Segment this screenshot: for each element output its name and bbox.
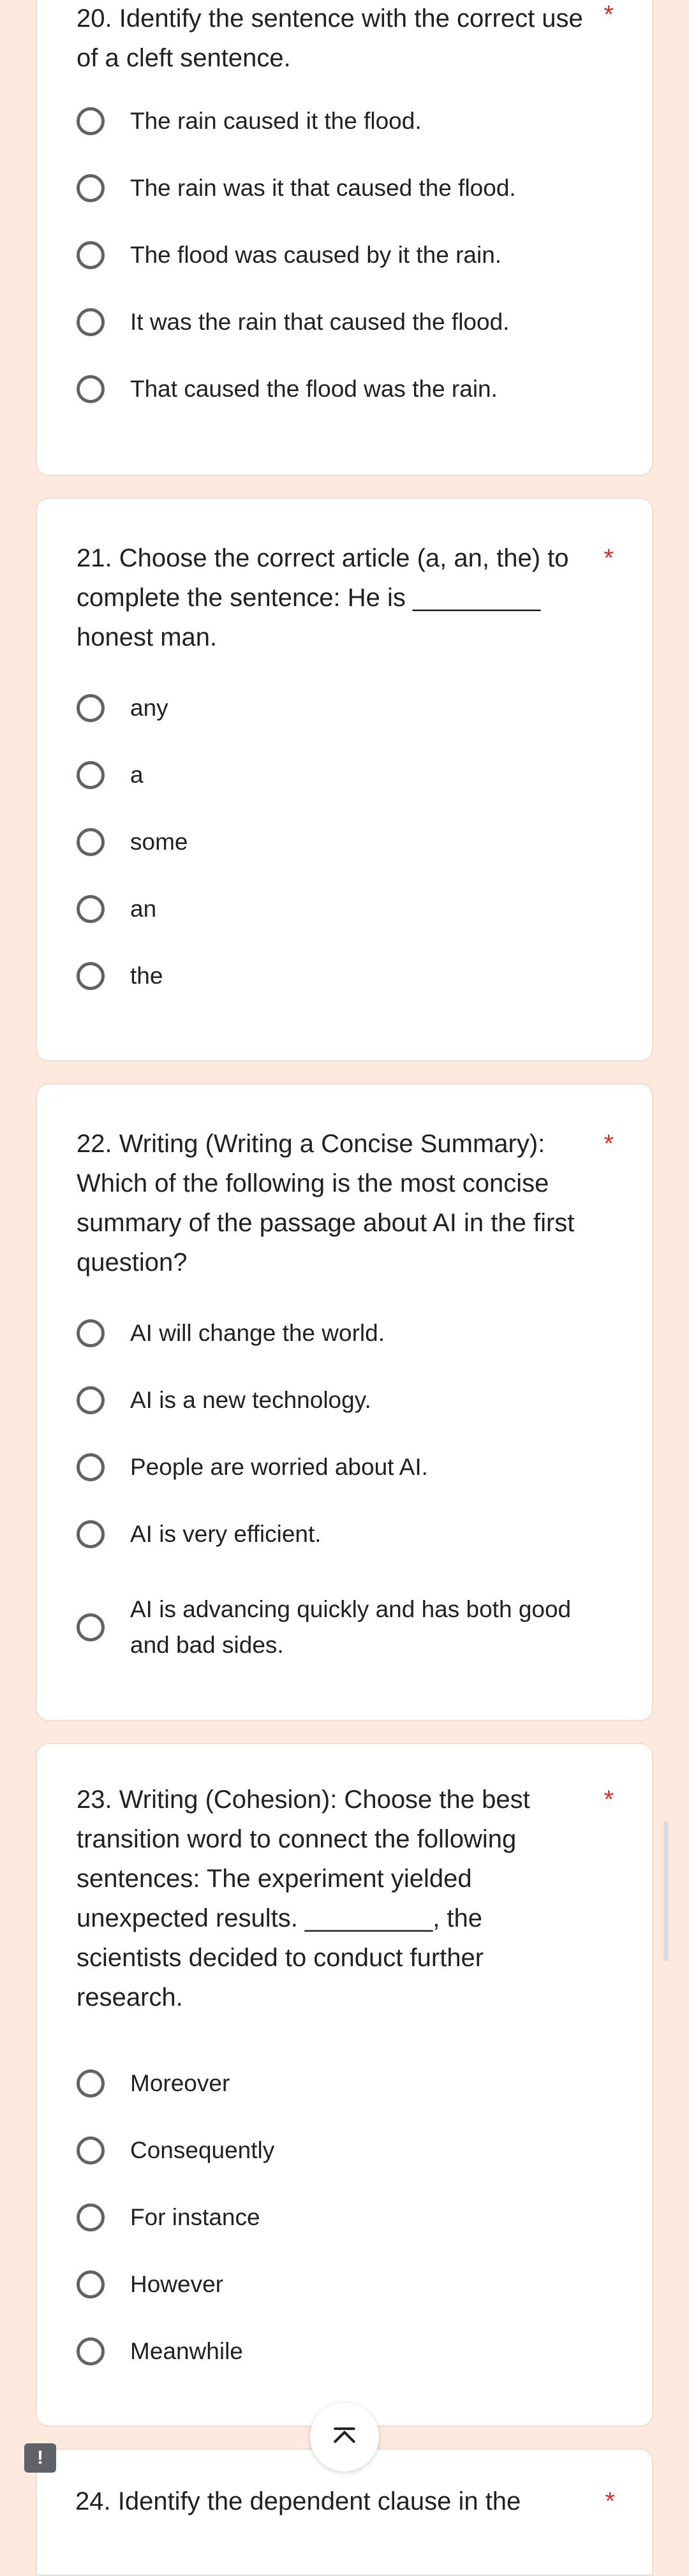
radio-button[interactable]: [77, 241, 105, 269]
radio-option[interactable]: [77, 170, 625, 206]
radio-button[interactable]: [77, 761, 105, 789]
question-title: 22. Writing (Writing a Concise Summary): Which of the following is the most concise summary of the passage about AI in the first question?: [77, 1130, 575, 1277]
option-label: a: [130, 762, 144, 788]
question-card-22: [36, 1083, 653, 1721]
option-label: the: [130, 963, 163, 989]
radio-option[interactable]: [77, 2334, 625, 2369]
option-label: AI is a new technology.: [130, 1387, 371, 1413]
option-label: Consequently: [130, 2137, 275, 2163]
radio-option[interactable]: [77, 891, 625, 927]
radio-option[interactable]: [77, 237, 625, 273]
radio-option[interactable]: [77, 304, 625, 340]
radio-option[interactable]: [77, 371, 625, 407]
radio-option[interactable]: [77, 1516, 625, 1552]
option-label: The rain caused it the flood.: [130, 108, 422, 134]
option-label: AI is advancing quickly and has both good and bad sides.: [130, 1596, 572, 1658]
option-label: The flood was caused by it the rain.: [130, 242, 502, 268]
radio-button[interactable]: [77, 308, 105, 336]
radio-option[interactable]: [77, 1382, 625, 1418]
radio-option[interactable]: [77, 757, 625, 793]
question-title-partial: 24. Identify the dependent clause in the: [75, 2487, 521, 2515]
radio-option[interactable]: [77, 690, 625, 726]
question-title: 23. Writing (Cohesion): Choose the best transition word to connect the following sentences: The experiment yielded unexpected results. _________, the scientists decided to conduct further research.: [77, 1786, 530, 2011]
option-label: It was the rain that caused the flood.: [130, 309, 510, 335]
option-label: AI will change the world.: [130, 1320, 385, 1346]
radio-button[interactable]: [77, 107, 105, 135]
option-label: AI is very efficient.: [130, 1521, 322, 1547]
radio-button[interactable]: [77, 962, 105, 990]
radio-option[interactable]: [77, 1592, 625, 1663]
option-label: People are worried about AI.: [130, 1454, 428, 1480]
question-title: 20. Identify the sentence with the correct use of a cleft sentence.: [77, 4, 583, 72]
radio-button[interactable]: [77, 1453, 105, 1481]
radio-button[interactable]: [77, 174, 105, 202]
option-label: any: [130, 695, 168, 721]
radio-option[interactable]: [77, 103, 625, 139]
option-label: For instance: [130, 2204, 260, 2230]
radio-button[interactable]: [77, 2136, 105, 2165]
chevron-up-icon: [330, 2423, 359, 2451]
radio-option[interactable]: [77, 1449, 625, 1485]
required-asterisk: *: [604, 1, 614, 29]
required-asterisk: *: [604, 544, 614, 572]
option-label: some: [130, 829, 188, 855]
radio-button[interactable]: [77, 2337, 105, 2365]
radio-button[interactable]: [77, 895, 105, 923]
radio-option[interactable]: [77, 1315, 625, 1351]
radio-button[interactable]: [77, 1386, 105, 1414]
radio-option[interactable]: [77, 2200, 625, 2235]
radio-button[interactable]: [77, 828, 105, 856]
question-card-20: [36, 0, 653, 476]
option-label: That caused the flood was the rain.: [130, 376, 498, 402]
radio-button[interactable]: [77, 2069, 105, 2098]
radio-option[interactable]: [77, 2066, 625, 2101]
option-label: The rain was it that caused the flood.: [130, 175, 516, 201]
radio-button[interactable]: [77, 375, 105, 403]
option-label: However: [130, 2271, 223, 2297]
radio-button[interactable]: [77, 2203, 105, 2232]
radio-button[interactable]: [77, 2270, 105, 2298]
option-label: Moreover: [130, 2070, 230, 2096]
scrollbar-thumb[interactable]: [663, 1821, 669, 1961]
radio-option[interactable]: [77, 2267, 625, 2302]
radio-button[interactable]: [77, 694, 105, 722]
required-asterisk: *: [604, 1786, 614, 1814]
option-label: an: [130, 896, 157, 922]
radio-option[interactable]: [77, 2133, 625, 2168]
question-card-21: [36, 498, 653, 1062]
radio-option[interactable]: [77, 824, 625, 860]
required-asterisk: *: [604, 1130, 614, 1158]
required-asterisk: *: [605, 2487, 615, 2515]
radio-button[interactable]: [77, 1319, 105, 1347]
question-card-23: [36, 1743, 653, 2427]
question-title: 21. Choose the correct article (a, an, the) to complete the sentence: He is _________ honest man.: [77, 544, 569, 651]
radio-button[interactable]: [77, 1613, 105, 1641]
scroll-to-top-button[interactable]: [310, 2402, 379, 2471]
radio-option[interactable]: [77, 958, 625, 994]
radio-button[interactable]: [77, 1520, 105, 1548]
option-label: Meanwhile: [130, 2338, 243, 2364]
report-problem-icon[interactable]: !: [24, 2443, 56, 2473]
